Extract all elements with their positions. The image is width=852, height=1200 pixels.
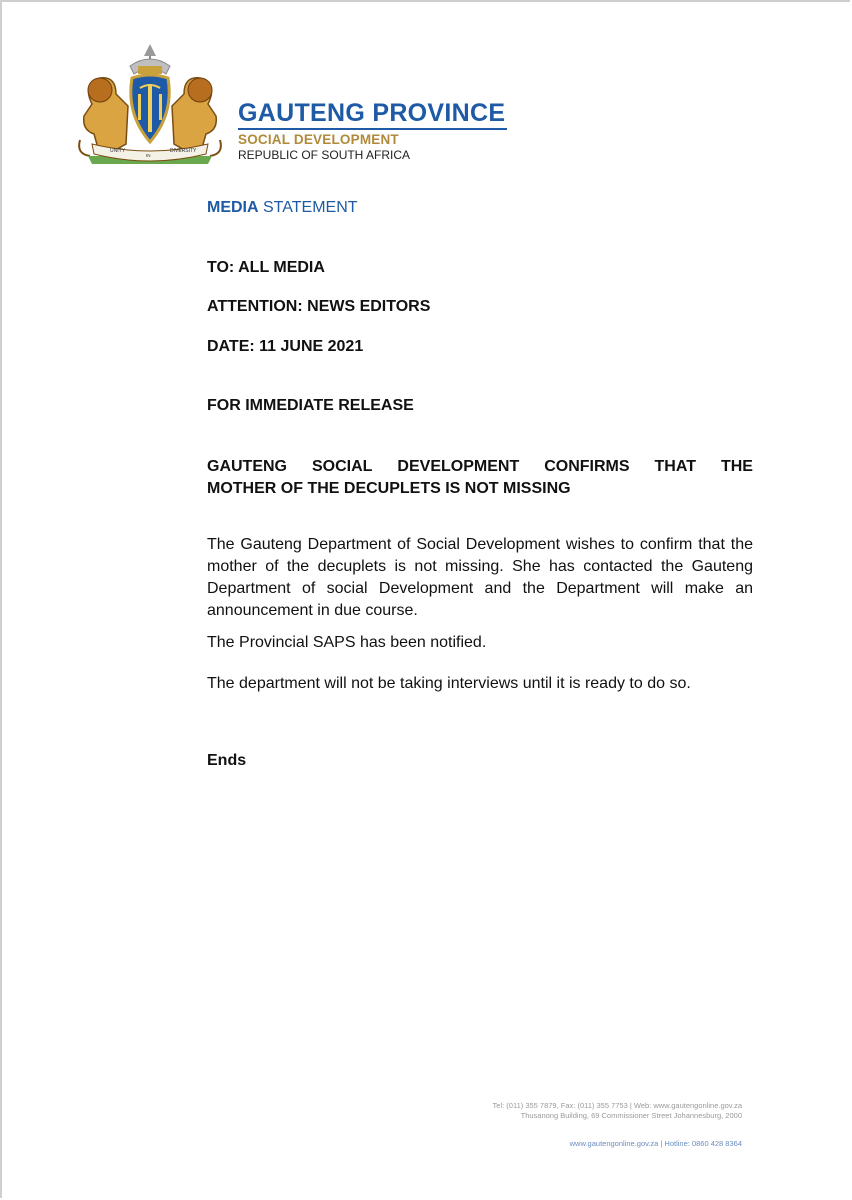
footer-line-2: Thusanong Building, 69 Commissioner Street Johannesburg, 2000 (520, 1111, 742, 1120)
coat-of-arms-logo (72, 44, 228, 168)
motto-right: DIVERSITY (170, 148, 197, 154)
to-line: TO: ALL MEDIA (207, 259, 325, 276)
headline (207, 456, 753, 500)
province-title: GAUTENG PROVINCE (238, 98, 507, 130)
date-line: DATE: 11 JUNE 2021 (207, 338, 364, 355)
department-name: SOCIAL DEVELOPMENT (238, 132, 399, 147)
body-paragraph-3: The department will not be taking interviews until it is ready to do so. (207, 675, 691, 692)
headline-word: CONFIRMS (544, 458, 630, 475)
headline-line-2: MOTHER OF THE DECUPLETS IS NOT MISSING (207, 480, 571, 497)
shield-icon (131, 75, 169, 142)
attention-line: ATTENTION: NEWS EDITORS (207, 298, 431, 315)
footer-contact (493, 1101, 742, 1121)
media-label-bold: MEDIA (207, 199, 259, 216)
media-statement-label (207, 199, 358, 217)
footer-line-1: Tel: (011) 355 7879, Fax: (011) 355 7753 | Web: www.gautengonline.gov.za (492, 1101, 742, 1110)
letterhead (238, 98, 507, 162)
body-paragraph-2: The Provincial SAPS has been notified. (207, 634, 487, 651)
footer-hotline: www.gautengonline.gov.za | Hotline: 0860 428 8364 (569, 1139, 742, 1148)
release-line: FOR IMMEDIATE RELEASE (207, 397, 414, 414)
headline-word: THE (720, 458, 753, 475)
headline-word: GAUTENG (207, 458, 287, 475)
right-lion-icon (172, 78, 221, 156)
headline-word: DEVELOPMENT (397, 458, 520, 475)
statement-label-rest: STATEMENT (258, 199, 358, 216)
left-lion-icon (79, 78, 128, 156)
headline-word: THAT (654, 458, 696, 475)
motto-middle: IN (146, 153, 151, 158)
headline-line-1 (207, 456, 753, 478)
headline-word: SOCIAL (311, 458, 373, 475)
republic-name: REPUBLIC OF SOUTH AFRICA (238, 148, 411, 162)
body-paragraph-1: The Gauteng Department of Social Development wishes to confirm that the mother of the decuplets is not missing. She has contacted the Gauteng Department of social Development and the Department will make an announcement in due course. (207, 536, 753, 619)
motto-left: UNITY (110, 148, 125, 154)
ends-label: Ends (207, 752, 247, 769)
